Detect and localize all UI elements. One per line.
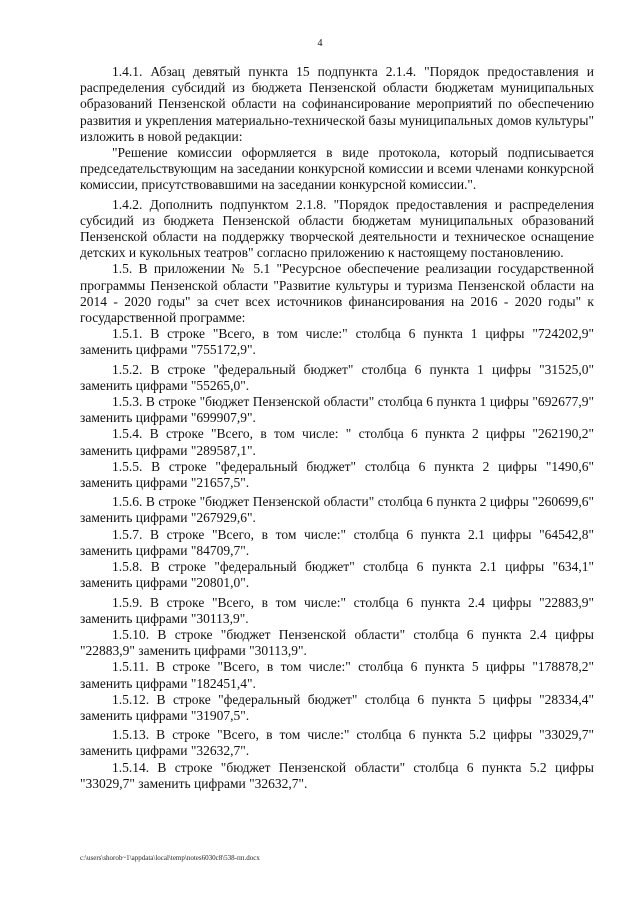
paragraph-1-5-13: 1.5.13. В строке "Всего, в том числе:" столбца 6 пункта 5.2 цифры "33029,7" заменить цифрами "32632,7". — [80, 727, 594, 759]
paragraph-1-5-11: 1.5.11. В строке "Всего, в том числе:" столбца 6 пункта 5 цифры "178878,2" заменить цифрами "182451,4". — [80, 659, 594, 691]
paragraph-1-5-4: 1.5.4. В строке "Всего, в том числе: " столбца 6 пункта 2 цифры "262190,2" заменить цифрами "289587,1". — [80, 426, 594, 458]
paragraph-1-5-9: 1.5.9. В строке "Всего, в том числе:" столбца 6 пункта 2.4 цифры "22883,9" заменить цифрами "30113,9". — [80, 594, 594, 626]
document-body — [80, 64, 594, 792]
paragraph-1-5-10: 1.5.10. В строке "бюджет Пензенской области" столбца 6 пункта 2.4 цифры "22883,9" заменить цифрами "30113,9". — [80, 626, 594, 659]
paragraph-1-5-8: 1.5.8. В строке "федеральный бюджет" столбца 6 пункта 2.1 цифры "634,1" заменить цифрами "20801,0". — [80, 559, 594, 591]
paragraph-1-5: 1.5. В приложении № 5.1 "Ресурсное обеспечение реализации государственной программы Пензенской области "Развитие культуры и туризма Пензенской области на 2014 - 2020 годы" за счет всех источников финансирования на 2016 - 2020 годы" к государственной программе: — [80, 261, 594, 326]
paragraph-1-5-7: 1.5.7. В строке "Всего, в том числе:" столбца 6 пункта 2.1 цифры "64542,8" заменить цифрами "84709,7". — [80, 526, 594, 558]
paragraph-1-5-5: 1.5.5. В строке "федеральный бюджет" столбца 6 пункта 2 цифры "1490,6" заменить цифрами "21657,5". — [80, 458, 594, 491]
paragraph-1-5-12: 1.5.12. В строке "федеральный бюджет" столбца 6 пункта 5 цифры "28334,4" заменить цифрами "31907,5". — [80, 691, 594, 723]
paragraph-1-5-3: 1.5.3. В строке "бюджет Пензенской области" столбца 6 пункта 1 цифры "692677,9" заменить цифрами "699907,9". — [80, 394, 594, 426]
paragraph-1-5-2: 1.5.2. В строке "федеральный бюджет" столбца 6 пункта 1 цифры "31525,0" заменить цифрами "55265,0". — [80, 361, 594, 393]
paragraph-commission-decision: "Решение комиссии оформляется в виде протокола, который подписывается председательствующим на заседании конкурсной комиссии и всеми членами конкурсной комиссии, присутствовавшими на заседании конкурсной комиссии.". — [80, 145, 594, 193]
paragraph-1-5-14: 1.5.14. В строке "бюджет Пензенской области" столбца 6 пункта 5.2 цифры "33029,7" заменить цифрами "32632,7". — [80, 759, 594, 791]
paragraph-1-4-2: 1.4.2. Дополнить подпунктом 2.1.8. "Порядок предоставления и распределения субсидий из бюджета Пензенской области бюджетам муниципальных образований Пензенской области на поддержку творческой деятельности и техническое оснащение детских и кукольных театров" согласно приложению к настоящему постановлению. — [80, 196, 594, 261]
paragraph-1-5-6: 1.5.6. В строке "бюджет Пензенской области" столбца 6 пункта 2 цифры "260699,6" заменить цифрами "267929,6". — [80, 494, 594, 526]
footer-file-path: c:\users\shorob~1\appdata\local\temp\notes6030c8\538-пп.docx — [80, 854, 260, 862]
paragraph-1-5-1: 1.5.1. В строке "Всего, в том числе:" столбца 6 пункта 1 цифры "724202,9" заменить цифрами "755172,9". — [80, 326, 594, 358]
paragraph-1-4-1: 1.4.1. Абзац девятый пункта 15 подпункта 2.1.4. "Порядок предоставления и распределения субсидий из бюджета Пензенской области бюджетам муниципальных образований Пензенской области на софинансирование мероприятий по обеспечению развития и укрепления материально-технической базы муниципальных домов культуры" изложить в новой редакции: — [80, 64, 594, 144]
page-number: 4 — [317, 38, 323, 49]
